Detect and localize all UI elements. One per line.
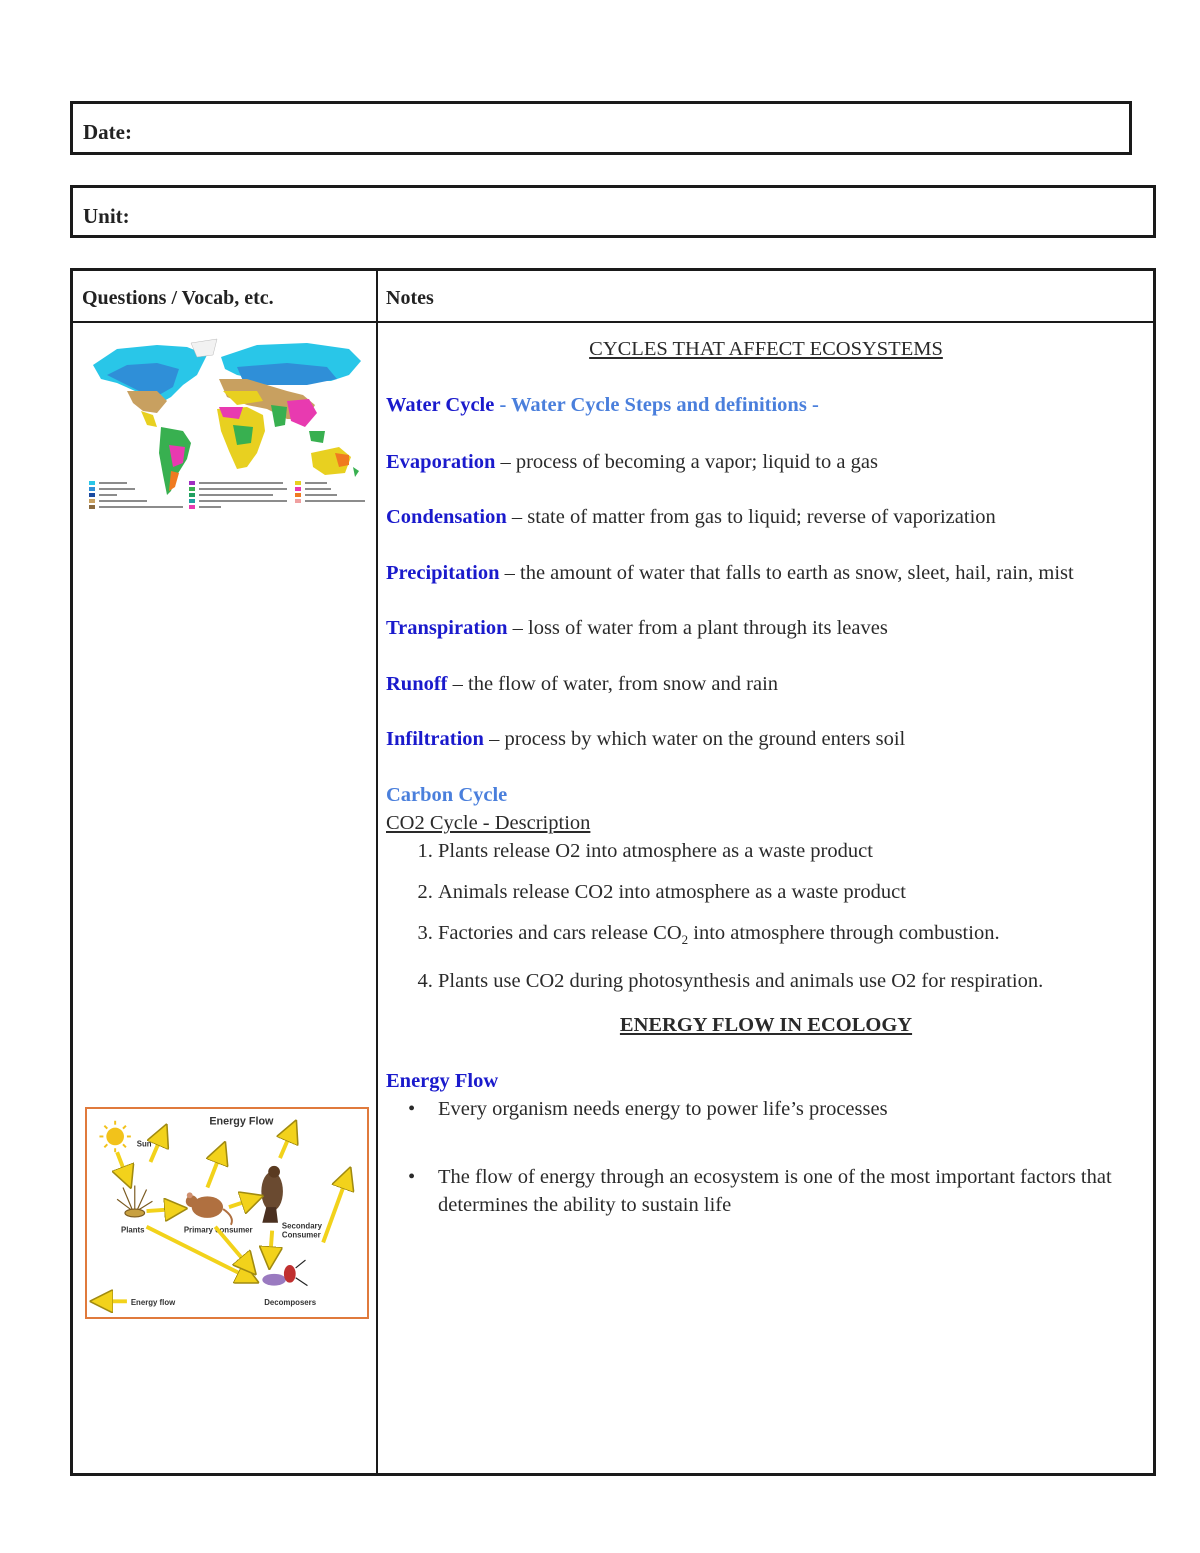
questions-column-header: Questions / Vocab, etc. xyxy=(82,287,274,309)
list-item-text-tail: into atmosphere through combustion. xyxy=(688,922,1000,944)
list-item: 2. Animals release CO2 into atmosphere as a waste product xyxy=(438,878,1146,906)
water-cycle-heading-line xyxy=(386,391,1146,419)
notes-column-header: Notes xyxy=(386,287,434,309)
notes-table xyxy=(70,268,1156,1476)
energy-figure-title: Energy Flow xyxy=(209,1115,274,1128)
term-label: Runoff xyxy=(386,673,448,695)
subscript: 2 xyxy=(681,932,689,948)
list-item: 4. Plants use CO2 during photosynthesis and animals use O2 for respiration. xyxy=(438,967,1146,995)
term-precipitation xyxy=(386,559,1146,587)
secondary-consumer-label-1: Secondary xyxy=(281,1221,322,1231)
date-field[interactable] xyxy=(70,101,1132,155)
cycles-title: CYCLES THAT AFFECT ECOSYSTEMS xyxy=(589,338,943,360)
notes-content xyxy=(386,335,1146,1219)
carbon-cycle-list xyxy=(386,837,1146,995)
term-evaporation xyxy=(386,448,1146,476)
energy-flow-diagram xyxy=(85,1107,369,1319)
term-label: Precipitation xyxy=(386,562,500,584)
list-item: 1. Plants release O2 into atmosphere as a waste product xyxy=(438,837,1146,865)
list-item-text: The flow of energy through an ecosystem is one of the most important factors that determines the ability to sustain life xyxy=(438,1166,1112,1217)
term-infiltration xyxy=(386,725,1146,753)
date-label: Date: xyxy=(83,120,132,144)
term-label: Infiltration xyxy=(386,728,484,750)
plants-label: Plants xyxy=(121,1225,145,1235)
bullet-icon: • xyxy=(408,1166,416,1189)
header-divider xyxy=(73,321,1153,323)
list-item-text: Every organism needs energy to power life’s processes xyxy=(438,1098,888,1121)
primary-consumer-label: Primary consumer xyxy=(183,1225,253,1235)
term-label: Transpiration xyxy=(386,617,508,639)
column-divider xyxy=(376,271,378,1473)
term-condensation xyxy=(386,503,1146,531)
list-item xyxy=(408,1163,1146,1219)
term-definition: – state of matter from gas to liquid; reverse of vaporization xyxy=(506,506,996,528)
biome-map-image xyxy=(87,335,369,515)
sun-icon xyxy=(99,1121,130,1152)
list-item-text: Factories and cars release CO xyxy=(438,922,682,944)
bullet-icon: • xyxy=(408,1098,416,1121)
term-label: Evaporation xyxy=(386,451,496,473)
hawk-icon xyxy=(261,1166,283,1223)
water-cycle-subheading: - Water Cycle Steps and definitions - xyxy=(494,394,819,416)
mouse-icon xyxy=(186,1192,232,1224)
secondary-consumer-label-2: Consumer xyxy=(281,1230,321,1240)
term-transpiration xyxy=(386,614,1146,642)
term-definition: – the amount of water that falls to earth as snow, sleet, hail, rain, mist xyxy=(499,562,1074,584)
decomposer-icon xyxy=(262,1260,307,1286)
unit-field[interactable] xyxy=(70,185,1156,238)
carbon-cycle-heading: Carbon Cycle xyxy=(386,784,508,806)
term-definition: – loss of water from a plant through its leaves xyxy=(507,617,888,639)
list-item xyxy=(438,919,1146,954)
carbon-cycle-subheading: CO2 Cycle - Description xyxy=(386,812,591,834)
term-definition: – process of becoming a vapor; liquid to a gas xyxy=(495,451,878,473)
water-cycle-heading: Water Cycle xyxy=(386,394,495,416)
term-label: Condensation xyxy=(386,506,507,528)
decomposers-label: Decomposers xyxy=(264,1298,317,1308)
list-item xyxy=(408,1095,1146,1123)
energy-flow-heading: Energy Flow xyxy=(386,1070,499,1093)
term-definition: – the flow of water, from snow and rain xyxy=(447,673,779,695)
term-runoff xyxy=(386,670,1146,698)
unit-label: Unit: xyxy=(83,204,130,228)
energy-flow-title: ENERGY FLOW IN ECOLOGY xyxy=(619,1014,913,1037)
energy-flow-list xyxy=(386,1095,1146,1219)
term-definition: – process by which water on the ground enters soil xyxy=(483,728,906,750)
sun-label: Sun xyxy=(136,1139,152,1149)
energy-flow-legend: Energy flow xyxy=(130,1298,176,1308)
